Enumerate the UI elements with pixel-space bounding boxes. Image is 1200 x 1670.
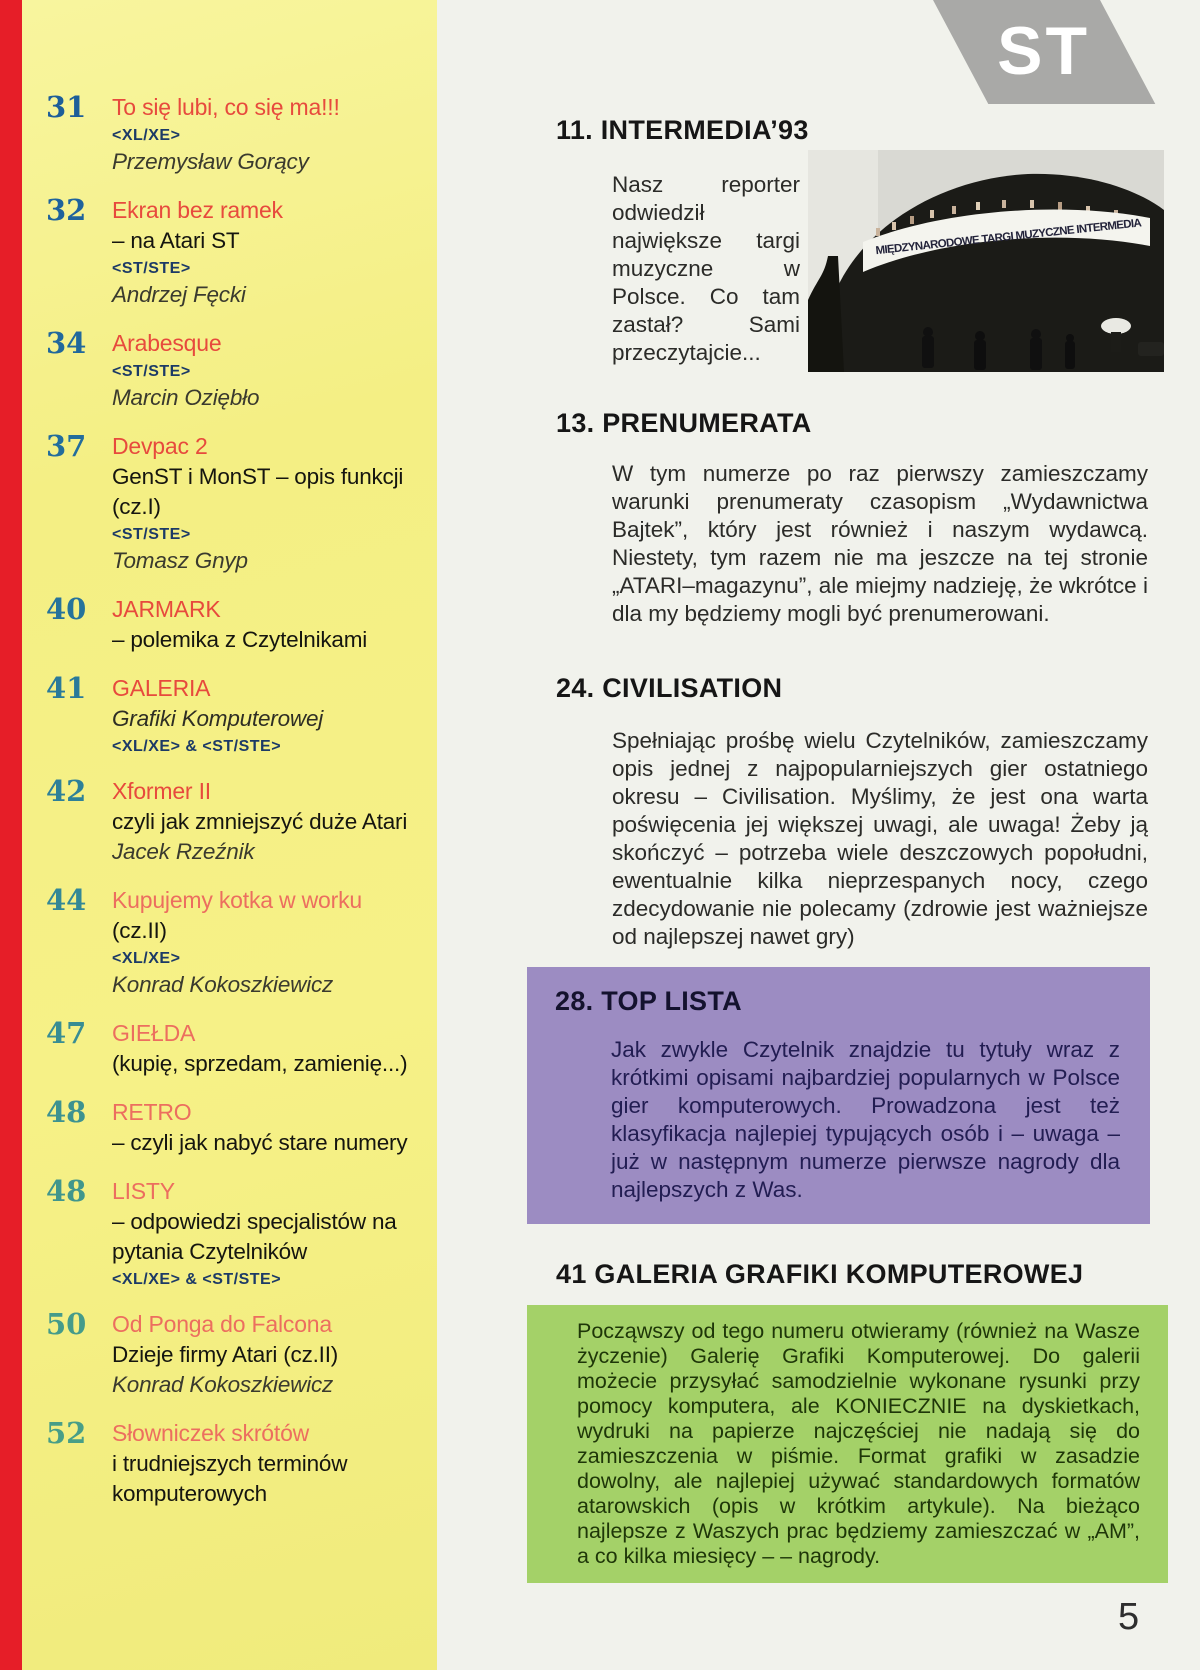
platform-tag: <ST/STE> <box>112 363 191 380</box>
entry-page-number: 31 <box>46 90 87 124</box>
section-heading-top-lista: 28. TOP LISTA <box>555 986 742 1016</box>
platform-tag: <ST/STE> <box>112 260 191 277</box>
toc-entry <box>46 1176 427 1291</box>
entry-subtitle: – odpowiedzi specjalistów na pytania Czytelników <box>112 1209 397 1264</box>
entry-title: Xformer II <box>112 778 211 804</box>
intermedia-photo <box>808 150 1164 372</box>
toc-entry <box>46 92 427 177</box>
car-shape <box>1138 342 1164 356</box>
toc-entry <box>46 776 427 867</box>
section-body-intermedia: Nasz reporter odwiedził największe targi muzyczne w Polsce. Co tam zastał? Sami przeczytajcie... <box>612 172 800 365</box>
entry-page-number: 32 <box>46 193 87 227</box>
platform-tag: <XL/XE> <box>112 950 181 967</box>
entry-page-number: 41 <box>46 671 87 705</box>
entry-title: GALERIA <box>112 675 211 701</box>
section-body-prenumerata: W tym numerze po raz pierwszy zamieszczamy warunki prenumeraty czasopism „Wydawnictwa Bajtek”, który jest również i naszym wydawcą. Niestety, tym razem nie ma jeszcze na tej stronie „ATARI–magazynu”, ale miejmy nadzieję, że wkrótce i dla my będziemy mogli być prenumerowani. <box>612 461 1148 626</box>
toc-entry <box>46 1418 427 1509</box>
platform-tag: <XL/XE> <box>112 127 181 144</box>
entry-title: LISTY <box>112 1178 175 1204</box>
platform-tag: <ST/STE> <box>112 526 191 543</box>
toc-entry <box>46 1018 427 1079</box>
entry-title: JARMARK <box>112 596 221 622</box>
entry-page-number: 34 <box>46 326 87 360</box>
st-badge <box>933 0 1155 104</box>
entry-subtitle: – na Atari ST <box>112 228 240 253</box>
entry-title: Devpac 2 <box>112 433 208 459</box>
entry-title: Ekran bez ramek <box>112 197 283 223</box>
toc-entry <box>46 1309 427 1400</box>
toc-entry <box>46 673 427 758</box>
platform-tag: <XL/XE> & <ST/STE> <box>112 1271 282 1288</box>
entry-subtitle: – polemika z Czytelnikami <box>112 627 368 652</box>
entry-author: Konrad Kokoszkiewicz <box>112 1372 334 1397</box>
section-heading-intermedia: 11. INTERMEDIA’93 <box>556 115 809 145</box>
entry-subtitle: (kupię, sprzedam, zamienię...) <box>112 1051 408 1076</box>
st-badge-label: ST <box>997 13 1091 89</box>
entry-page-number: 47 <box>46 1016 87 1050</box>
banner-text: MIĘDZYNARODOWE TARGI MUZYCZNE INTERMEDIA <box>875 217 1143 258</box>
toc-entry <box>46 1097 427 1158</box>
entry-subtitle: Dzieje firmy Atari (cz.II) <box>112 1342 339 1367</box>
entry-title: Od Ponga do Falcona <box>112 1311 332 1337</box>
entry-title: Słowniczek skrótów <box>112 1420 310 1446</box>
toc-entry <box>46 431 427 576</box>
entry-title: GIEŁDA <box>112 1020 196 1046</box>
section-heading-prenumerata: 13. PRENUMERATA <box>556 408 812 438</box>
entry-author: Marcin Oziębło <box>112 385 260 410</box>
entry-page-number: 52 <box>46 1416 87 1450</box>
section-body-civilisation: Spełniając prośbę wielu Czytelników, zamieszczamy opis jednej z najpopularniejszych gier ostatniego okresu – Civilisation. Myślimy, że jest ona warta poświęcenia jej większej uwagi, ale uwaga! Żeby ją skończyć – potrzeba wiele deszczowych popołudni, ewentualnie kilka nieprzespanych nocy, czego zdecydowanie nie polecamy (zdrowie jest ważniejsze od najlepszej nawet gry) <box>612 728 1148 949</box>
white-umbrella <box>1101 318 1131 334</box>
entry-page-number: 37 <box>46 429 87 463</box>
entry-author: Jacek Rzeźnik <box>112 839 255 864</box>
entry-page-number: 42 <box>46 774 87 808</box>
entry-page-number: 48 <box>46 1095 87 1129</box>
section-body-galeria: Począwszy od tego numeru otwieramy (również na Wasze życzenie) Galerię Grafiki Komputerowej. Do galerii możecie przysyłać samodzielnie wykonane rysunki przy pomocy komputera, ale KONIECZNIE na dyskietkach, wydruki na papierze najczęściej nie nadają się do zamieszczenia w piśmie. Format grafiki w zasadzie dowolny, ale najlepiej używać standardowych formatów atarowskich (opis w krótkim artykule). Na bieżąco najlepsze z Waszych prac będziemy zamieszczać w „AM”, a co kilka miesięcy – – nagrody. <box>577 1319 1140 1568</box>
entry-subtitle: – czyli jak nabyć stare numery <box>112 1130 408 1155</box>
section-body-top-lista: Jak zwykle Czytelnik znajdzie tu tytuły wraz z krótkimi opisami najbardziej popularnych w Polsce gier komputerowych. Prowadzona jest też klasyfikacja najlepiej typujących osób i – uwaga – już w następnym numerze pierwsze nagrody dla najlepszych z Was. <box>611 1037 1120 1202</box>
entry-page-number: 50 <box>46 1307 87 1341</box>
entry-subtitle: Grafiki Komputerowej <box>112 706 324 731</box>
entry-author: Tomasz Gnyp <box>112 548 248 573</box>
page-number: 5 <box>1118 1596 1140 1638</box>
entry-page-number: 48 <box>46 1174 87 1208</box>
entry-subtitle: GenST i MonST – opis funkcji (cz.I) <box>112 464 404 519</box>
entry-title: Kupujemy kotka w worku <box>112 887 362 913</box>
entry-author: Konrad Kokoszkiewicz <box>112 972 334 997</box>
entry-page-number: 44 <box>46 883 87 917</box>
entry-subtitle: (cz.II) <box>112 918 167 943</box>
toc-column <box>22 0 437 1670</box>
red-spine-stripe <box>0 0 22 1670</box>
section-heading-galeria: 41 GALERIA GRAFIKI KOMPUTEROWEJ <box>556 1259 1084 1289</box>
entry-title: RETRO <box>112 1099 192 1125</box>
entry-page-number: 40 <box>46 592 87 626</box>
top-lista-box <box>527 967 1150 1224</box>
entry-title: To się lubi, co się ma!!! <box>112 94 340 120</box>
galeria-box <box>527 1305 1168 1583</box>
toc-entry <box>46 594 427 655</box>
platform-tag: <XL/XE> & <ST/STE> <box>112 738 282 755</box>
entry-author: Andrzej Fęcki <box>112 282 246 307</box>
entry-author: Przemysław Gorący <box>112 149 309 174</box>
toc-entry <box>46 885 427 1000</box>
toc-entry <box>46 195 427 310</box>
section-heading-civilisation: 24. CIVILISATION <box>556 673 783 703</box>
entry-title: Arabesque <box>112 330 222 356</box>
entry-subtitle: czyli jak zmniejszyć duże Atari <box>112 809 408 834</box>
toc-entry <box>46 328 427 413</box>
entry-subtitle: i trudniejszych terminów komputerowych <box>112 1451 348 1506</box>
